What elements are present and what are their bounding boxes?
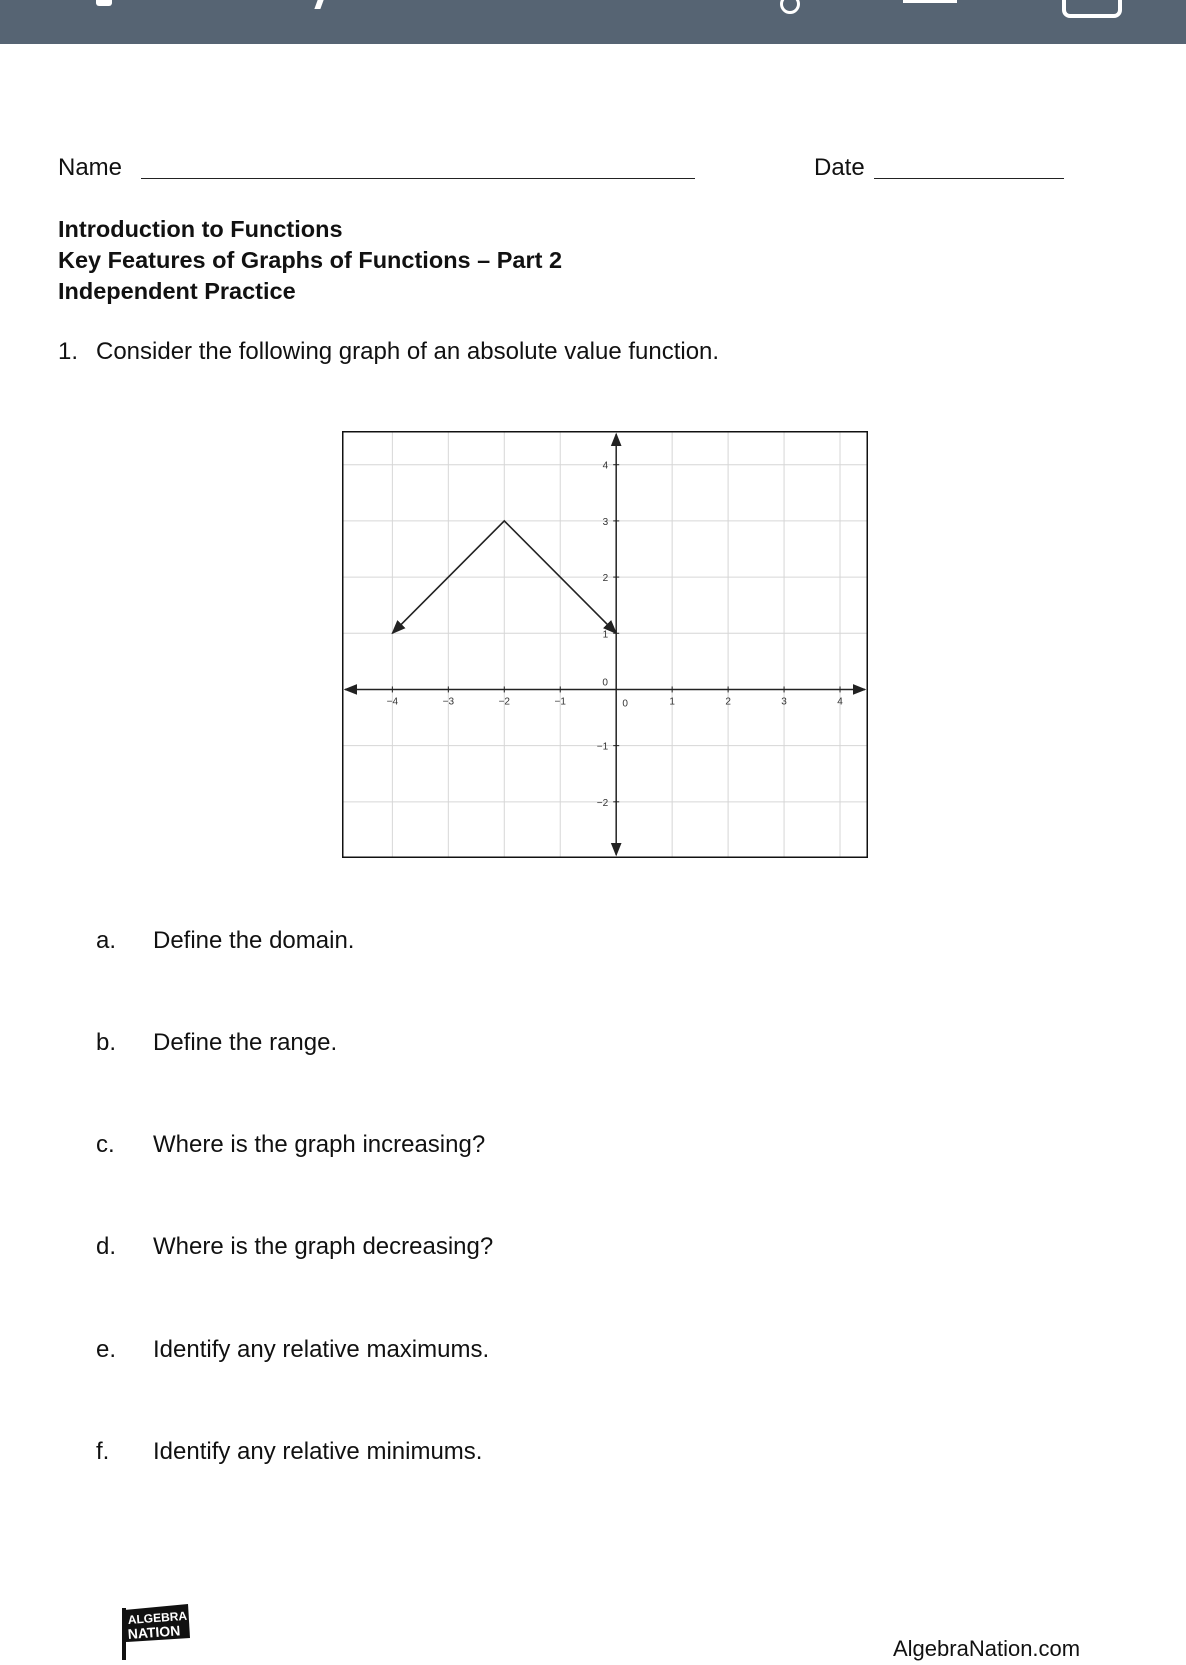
- x-tick-label: −2: [498, 696, 510, 708]
- top-toolbar: [0, 0, 1186, 44]
- y-tick-label: 1: [602, 629, 609, 641]
- toolbar-title-glyph: [314, 0, 323, 9]
- subquestion-letter-f: f.: [96, 1438, 110, 1465]
- subquestion-letter-a: a.: [96, 927, 117, 954]
- subquestion-range: Define the range.: [153, 1029, 338, 1056]
- graph-frame: [343, 432, 868, 858]
- toolbar-back-icon[interactable]: [96, 0, 112, 6]
- search-icon[interactable]: [780, 0, 800, 14]
- algebra-nation-logo: [120, 1602, 192, 1660]
- question-number: 1.: [58, 338, 79, 365]
- x-tick-label: −4: [386, 696, 399, 708]
- menu-icon[interactable]: [903, 0, 957, 3]
- subquestion-letter-d: d.: [96, 1233, 117, 1260]
- x-tick-label: 3: [781, 696, 787, 708]
- subquestion-letter-b: b.: [96, 1029, 117, 1056]
- y-tick-label: −2: [596, 797, 609, 809]
- y-origin-label: 0: [602, 677, 608, 689]
- logo-text-algebra: ALGEBRA: [127, 1608, 188, 1627]
- x-tick-label: −1: [554, 696, 566, 708]
- y-tick-label: −1: [596, 741, 609, 753]
- share-icon[interactable]: [1062, 0, 1122, 18]
- footer-url[interactable]: AlgebraNation.com: [893, 1636, 1081, 1661]
- logo-text-nation: NATION: [127, 1622, 181, 1642]
- subquestion-letter-c: c.: [96, 1131, 115, 1158]
- subquestion-increasing: Where is the graph increasing?: [153, 1131, 486, 1158]
- title-line-1: Introduction to Functions: [58, 216, 343, 242]
- y-tick-label: 2: [602, 573, 609, 585]
- x-tick-label: −3: [442, 696, 455, 708]
- subquestion-maximums: Identify any relative maximums.: [153, 1336, 490, 1363]
- date-label: Date: [814, 154, 865, 181]
- y-tick-label: 4: [602, 460, 609, 472]
- x-tick-label: 1: [669, 696, 675, 708]
- subquestion-domain: Define the domain.: [153, 927, 355, 954]
- date-field[interactable]: [874, 178, 1064, 179]
- graph-svg: [342, 431, 868, 858]
- y-tick-label: 3: [602, 516, 609, 528]
- subquestion-minimums: Identify any relative minimums.: [153, 1438, 483, 1465]
- absolute-value-graph: [342, 431, 868, 858]
- subquestion-decreasing: Where is the graph decreasing?: [153, 1233, 494, 1260]
- subquestion-letter-e: e.: [96, 1336, 117, 1363]
- x-tick-label: 4: [837, 696, 843, 708]
- x-tick-label: 2: [725, 696, 731, 708]
- title-line-2: Key Features of Graphs of Functions – Part 2: [58, 247, 563, 273]
- x-tick-label: 0: [622, 698, 628, 710]
- question-text: Consider the following graph of an absolute value function.: [96, 338, 720, 365]
- title-line-3: Independent Practice: [58, 278, 296, 304]
- name-field[interactable]: [141, 178, 695, 179]
- name-label: Name: [58, 154, 123, 181]
